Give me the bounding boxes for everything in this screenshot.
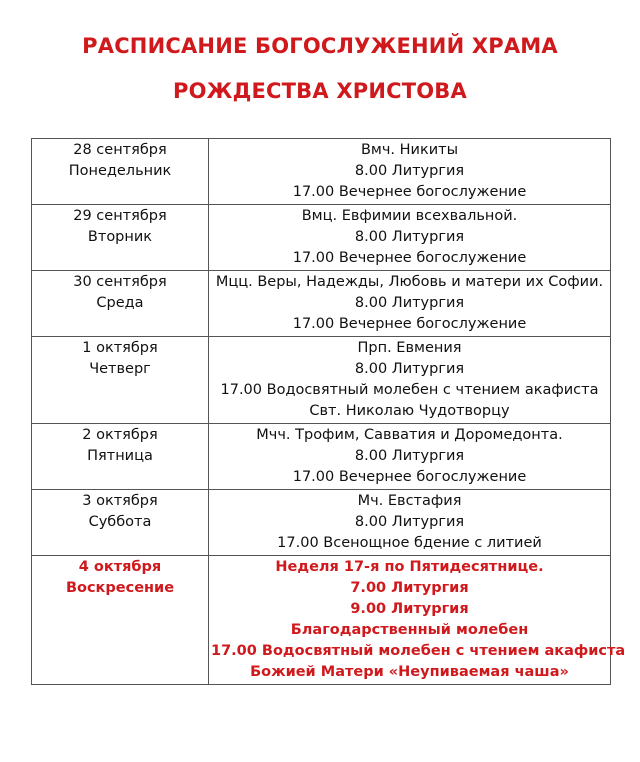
day-cell [32, 424, 209, 490]
weekday-label: Воскресение [65, 580, 175, 596]
page-title-line1: РАСПИСАНИЕ БОГОСЛУЖЕНИЙ ХРАМА [82, 34, 558, 58]
schedule-row [32, 271, 611, 337]
services-cell [209, 271, 611, 337]
day-cell [32, 490, 209, 556]
day-cell [32, 139, 209, 205]
schedule-row [32, 205, 611, 271]
schedule-row [32, 139, 611, 205]
date-label: 1 октября [82, 340, 158, 356]
day-cell [32, 205, 209, 271]
weekday-label: Суббота [88, 514, 152, 530]
service-line: 8.00 Литургия [354, 448, 465, 464]
service-line: Свт. Николаю Чудотворцу [309, 403, 510, 419]
schedule-row [32, 556, 611, 685]
weekday-label: Четверг [89, 361, 151, 377]
service-line: 17.00 Вечернее богослужение [292, 316, 527, 332]
service-line: Вмц. Евфимии всехвальной. [301, 208, 518, 224]
services-cell [209, 424, 611, 490]
service-line: 17.00 Водосвятный молебен с чтением акафиста [211, 643, 626, 659]
service-line: 7.00 Литургия [350, 580, 469, 596]
services-cell [209, 139, 611, 205]
service-line: 17.00 Водосвятный молебен с чтением акафиста [220, 382, 599, 398]
service-line: Божией Матери «Неупиваемая чаша» [250, 664, 569, 680]
schedule-table-body [32, 139, 626, 685]
date-label: 29 сентября [73, 208, 167, 224]
service-line: Мч. Евстафия [357, 493, 462, 509]
schedule-row [32, 337, 611, 424]
service-line: 17.00 Вечернее богослужение [292, 250, 527, 266]
services-cell [209, 205, 611, 271]
services-cell [209, 490, 611, 556]
service-line: 8.00 Литургия [354, 163, 465, 179]
day-cell [32, 337, 209, 424]
service-line: 8.00 Литургия [354, 361, 465, 377]
weekday-label: Вторник [87, 229, 153, 245]
service-line: 9.00 Литургия [350, 601, 469, 617]
schedule-table [31, 138, 626, 685]
date-label: 3 октября [82, 493, 158, 509]
date-label: 2 октября [82, 427, 158, 443]
service-line: 17.00 Всенощное бдение с литией [277, 535, 542, 551]
page-title-line2: РОЖДЕСТВА ХРИСТОВА [173, 79, 467, 103]
service-line: Мчч. Трофим, Савватия и Доромедонта. [256, 427, 563, 443]
service-line: Неделя 17-я по Пятидесятнице. [275, 559, 544, 575]
date-label: 28 сентября [73, 142, 167, 158]
day-cell [32, 271, 209, 337]
services-cell [209, 337, 611, 424]
services-cell [209, 556, 626, 685]
day-cell [32, 556, 209, 685]
service-line: Вмч. Никиты [360, 142, 459, 158]
service-line: 17.00 Вечернее богослужение [292, 184, 527, 200]
date-label: 4 октября [78, 559, 162, 575]
weekday-label: Пятница [87, 448, 153, 464]
service-line: 8.00 Литургия [354, 229, 465, 245]
service-line: 17.00 Вечернее богослужение [292, 469, 527, 485]
date-label: 30 сентября [73, 274, 167, 290]
weekday-label: Среда [96, 295, 144, 311]
service-line: Благодарственный молебен [290, 622, 529, 638]
schedule-row [32, 490, 611, 556]
service-line: Прп. Евмения [357, 340, 462, 356]
schedule-row [32, 424, 611, 490]
weekday-label: Понедельник [68, 163, 172, 179]
service-line: 8.00 Литургия [354, 295, 465, 311]
service-line: Мцц. Веры, Надежды, Любовь и матери их Софии. [215, 274, 604, 290]
service-line: 8.00 Литургия [354, 514, 465, 530]
